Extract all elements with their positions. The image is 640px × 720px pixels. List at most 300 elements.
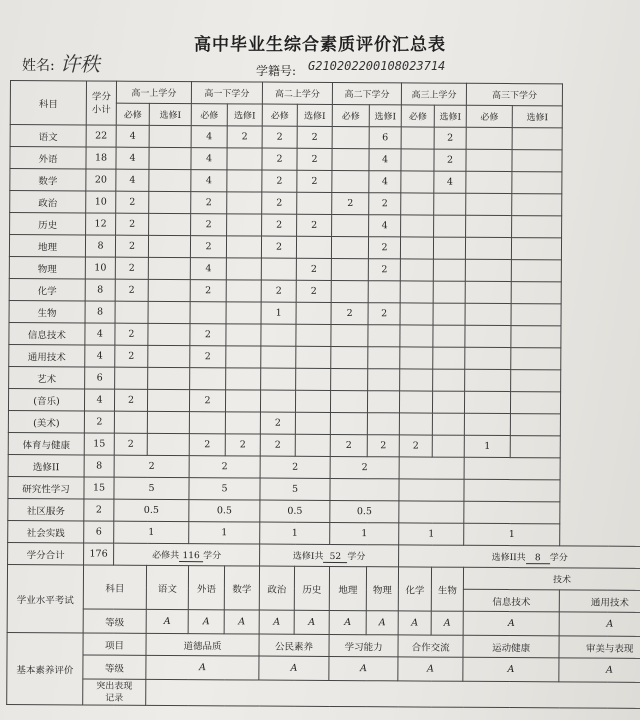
credit-cell	[331, 368, 368, 390]
credit-cell	[512, 150, 562, 172]
credit-cell	[149, 147, 191, 169]
exam-subject: 化学	[398, 567, 431, 611]
exam-row	[7, 564, 640, 590]
credit-cell: 0.5	[114, 499, 189, 521]
credit-cell	[433, 347, 465, 369]
credit-cell	[226, 280, 261, 302]
credit-cell: 4	[190, 258, 226, 280]
elective-header: 选修I	[369, 105, 401, 127]
credits-header: 学分 小计	[86, 81, 116, 125]
credit-cell	[433, 303, 465, 325]
subject-total: 8	[84, 455, 114, 477]
credit-cell	[149, 213, 191, 235]
credit-cell: 2	[434, 149, 466, 171]
credit-cell	[295, 434, 330, 456]
subject-name: 外语	[10, 147, 86, 169]
credit-cell	[190, 302, 226, 324]
credit-cell: 2	[368, 303, 400, 325]
semester-header: 高三下学分	[466, 83, 562, 106]
credit-cell: 2	[115, 323, 148, 345]
credit-cell	[226, 302, 261, 324]
exam-subject: 外语	[188, 566, 224, 610]
credit-cell	[433, 391, 465, 413]
credit-cell: 2	[297, 148, 332, 170]
quality-grade-label: 等级	[83, 655, 146, 679]
credit-cell	[400, 303, 433, 325]
credit-cell	[433, 369, 465, 391]
exam-subject: 历史	[294, 566, 329, 610]
credit-cell	[149, 125, 191, 147]
credit-cell	[464, 501, 560, 524]
credit-cell	[367, 413, 399, 435]
credit-cell	[149, 169, 191, 191]
credit-cell: 2	[190, 236, 226, 258]
credit-cell: 4	[369, 171, 401, 193]
credit-cell: 1	[330, 522, 399, 544]
credit-cell	[332, 148, 369, 170]
credit-cell: 4	[369, 149, 401, 171]
credit-cell	[261, 346, 296, 368]
credit-cell	[433, 281, 465, 303]
subject-name: 通用技术	[9, 344, 85, 366]
subject-total: 6	[84, 521, 114, 543]
exam-grade: A	[188, 610, 224, 634]
credit-cell	[148, 345, 190, 367]
credit-cell	[399, 413, 432, 435]
credit-cell: 1	[464, 523, 560, 546]
quality-item-header: 项目	[83, 633, 146, 655]
subject-total: 4	[85, 323, 115, 345]
credit-cell	[400, 325, 433, 347]
exam-grade: A	[329, 610, 366, 634]
subject-name: 语文	[10, 125, 86, 147]
subject-name: 历史	[10, 213, 86, 235]
subject-total: 2	[84, 411, 114, 433]
summary-prefix: 选修I共	[292, 551, 324, 562]
credit-cell: 1	[399, 523, 464, 545]
quality-item: 道德品质	[146, 633, 259, 656]
credit-cell	[433, 237, 465, 259]
quality-grade: A	[146, 655, 259, 680]
subject-name: 物理	[9, 256, 85, 278]
credit-cell: 2	[296, 280, 331, 302]
credit-cell	[433, 259, 465, 281]
form-title: 高中毕业生综合素质评价汇总表	[194, 35, 446, 55]
credit-cell: 2	[191, 192, 227, 214]
credit-cell: 2	[115, 235, 148, 257]
credit-cell: 2	[297, 214, 332, 236]
subject-name: 化学	[9, 278, 85, 300]
credit-cell	[148, 257, 190, 279]
elective-header: 选修I	[297, 104, 332, 126]
credit-cell: 2	[296, 258, 331, 280]
credit-cell: 2	[116, 213, 149, 235]
credit-cell	[432, 413, 464, 435]
exam-grade: A	[294, 610, 329, 634]
credit-cell: 2	[330, 434, 367, 456]
exam-tech-label: 技术	[463, 567, 640, 590]
credit-cell	[148, 323, 190, 345]
quality-grade: A	[329, 656, 398, 680]
highlight-row	[7, 678, 640, 708]
credit-cell	[226, 258, 261, 280]
credit-cell	[331, 390, 368, 412]
credit-cell: 0.5	[189, 500, 260, 522]
semester-header: 高二下学分	[332, 82, 401, 104]
credit-cell: 2	[115, 279, 148, 301]
elective-header: 选修I	[434, 105, 466, 127]
quality-grade: A	[463, 657, 559, 682]
credit-cell	[511, 238, 561, 260]
credit-cell	[295, 412, 330, 434]
summary-suffix: 学分	[347, 551, 366, 562]
credit-cell	[261, 324, 296, 346]
credit-total-value: 176	[84, 543, 114, 565]
credit-cell: 2	[189, 456, 260, 478]
credit-cell: 2	[262, 192, 297, 214]
credit-cell: 2	[189, 434, 225, 456]
credit-cell	[368, 281, 400, 303]
summary-suffix: 学分	[203, 550, 222, 561]
credit-cell	[261, 258, 296, 280]
student-id-label: 学籍号:	[256, 64, 297, 78]
credit-cell: 5	[260, 478, 330, 500]
credit-cell: 2	[225, 434, 260, 456]
credit-cell	[401, 127, 434, 149]
credit-cell	[189, 412, 225, 434]
credit-cell: 2	[297, 170, 332, 192]
credit-cell	[464, 413, 510, 435]
credit-cell	[465, 391, 511, 413]
required-header: 必修	[116, 103, 149, 125]
credit-cell	[297, 192, 332, 214]
credit-cell	[296, 236, 331, 258]
semester-header: 高三上学分	[401, 83, 466, 105]
quality-grade: A	[398, 657, 463, 681]
credit-cell: 1	[464, 435, 510, 457]
credit-cell: 4	[191, 126, 227, 148]
subject-name: (音乐)	[8, 388, 84, 410]
summary-value: 116	[179, 551, 203, 562]
credit-cell: 2	[115, 257, 148, 279]
credit-cell: 0.5	[330, 500, 399, 522]
semester-header: 高二上学分	[262, 82, 332, 104]
credit-cell: 2	[332, 192, 369, 214]
credit-cell	[511, 304, 561, 326]
credit-cell	[465, 259, 511, 281]
credit-cell	[511, 326, 561, 348]
credit-cell: 5	[189, 478, 260, 500]
credit-cell	[331, 258, 368, 280]
credit-cell	[331, 236, 368, 258]
subject-total: 4	[84, 389, 114, 411]
exam-subject: 信息技术	[463, 589, 559, 612]
subject-total: 15	[84, 477, 114, 499]
credit-cell: 2	[260, 434, 295, 456]
credit-cell	[148, 235, 190, 257]
exam-subject: 数学	[224, 566, 259, 610]
credit-cell: 2	[115, 345, 148, 367]
credit-cell: 1	[114, 521, 189, 543]
name-value: 许秩	[60, 52, 100, 76]
credit-cell	[331, 324, 368, 346]
credit-cell: 4	[116, 169, 149, 191]
credit-cell	[114, 411, 147, 433]
credit-cell	[368, 369, 400, 391]
subject-name: (美术)	[8, 410, 84, 432]
credit-cell: 0.5	[260, 500, 330, 522]
required-header: 必修	[466, 105, 512, 127]
credit-cell: 1	[189, 522, 260, 544]
subject-name: 社区服务	[8, 498, 84, 520]
exam-grade: A	[431, 611, 463, 635]
credit-cell	[227, 148, 262, 170]
credit-cell: 2	[297, 126, 332, 148]
credit-cell: 1	[261, 302, 296, 324]
credit-cell	[296, 324, 331, 346]
credit-cell	[399, 479, 464, 501]
summary-prefix: 必修共	[152, 550, 180, 561]
credit-cell	[511, 348, 561, 370]
credit-cell: 2	[190, 324, 226, 346]
name-label: 姓名:	[22, 58, 55, 74]
credit-cell: 2	[368, 237, 400, 259]
credit-cell	[296, 368, 331, 390]
credit-cell	[400, 281, 433, 303]
credit-cell	[511, 392, 561, 414]
credit-cell: 4	[116, 125, 149, 147]
quality-grade: A	[259, 656, 329, 680]
subject-total: 4	[85, 345, 115, 367]
exam-subject: 物理	[366, 567, 398, 611]
credit-cell	[465, 325, 511, 347]
credit-cell: 2	[262, 170, 297, 192]
credit-cell	[400, 259, 433, 281]
credit-cell: 1	[260, 522, 330, 544]
required-header: 必修	[401, 105, 434, 127]
credit-cell: 4	[191, 170, 227, 192]
credit-cell	[148, 279, 190, 301]
semester-header: 高一上学分	[116, 81, 191, 103]
credit-cell: 2	[114, 455, 189, 477]
credit-cell	[434, 193, 466, 215]
quality-item: 学习能力	[329, 634, 398, 656]
required-header: 必修	[262, 104, 297, 126]
subject-name: 生物	[9, 300, 85, 322]
subject-name: 政治	[10, 191, 86, 213]
elective-header: 选修I	[512, 106, 562, 128]
credit-summary	[399, 545, 640, 569]
summary-value: 52	[323, 551, 347, 562]
credit-cell	[401, 171, 434, 193]
exam-grade: A	[366, 611, 398, 635]
credit-cell: 4	[434, 171, 466, 193]
credit-cell	[225, 412, 260, 434]
quality-item: 运动健康	[463, 635, 559, 658]
elective-header: 选修I	[227, 104, 262, 126]
subject-name: 社会实践	[8, 520, 84, 542]
subject-total: 10	[86, 191, 116, 213]
credit-cell	[510, 414, 560, 436]
subject-total: 12	[86, 213, 116, 235]
subject-total: 20	[86, 169, 116, 191]
credit-total-label: 学分合计	[8, 542, 84, 564]
exam-grade-label: 等级	[83, 609, 146, 633]
subject-total: 18	[86, 147, 116, 169]
quality-grade: A	[559, 658, 640, 683]
credit-cell	[331, 346, 368, 368]
subject-name: 艺术	[9, 366, 85, 388]
credit-cell	[466, 149, 512, 171]
credit-cell: 2	[262, 214, 297, 236]
quality-item: 公民素养	[259, 634, 329, 656]
credit-cell	[512, 194, 562, 216]
subject-name: 信息技术	[9, 322, 85, 344]
credit-cell	[332, 170, 369, 192]
credit-cell	[399, 501, 464, 523]
credit-cell: 2	[116, 191, 149, 213]
summary-prefix: 选修II共	[491, 552, 526, 563]
credit-cell	[226, 368, 261, 390]
credit-cell	[400, 391, 433, 413]
summary-value: 8	[526, 553, 550, 564]
credit-cell: 2	[227, 126, 262, 148]
subject-total: 22	[86, 125, 116, 147]
credit-cell	[464, 479, 560, 502]
header-row	[10, 81, 640, 107]
credit-cell	[512, 128, 562, 150]
credit-cell	[148, 301, 190, 323]
credit-cell: 2	[261, 280, 296, 302]
credit-cell: 2	[261, 236, 296, 258]
credit-cell: 4	[369, 215, 401, 237]
credit-cell: 2	[189, 390, 225, 412]
credit-cell	[227, 192, 262, 214]
required-header: 必修	[332, 104, 369, 126]
credit-cell	[226, 236, 261, 258]
credit-cell	[401, 149, 434, 171]
credit-cell: 2	[369, 193, 401, 215]
credit-cell	[465, 281, 511, 303]
credit-cell	[190, 368, 226, 390]
credit-cell	[330, 478, 399, 500]
credit-cell: 2	[260, 456, 330, 478]
subject-total: 8	[85, 301, 115, 323]
credit-table	[6, 80, 640, 709]
credit-cell	[368, 391, 400, 413]
credit-cell	[147, 433, 189, 455]
credit-cell	[225, 390, 260, 412]
credit-cell	[401, 193, 434, 215]
subject-total: 8	[85, 279, 115, 301]
subject-total: 10	[85, 257, 115, 279]
exam-grade: A	[398, 611, 431, 635]
subject-name: 选修II	[8, 454, 84, 476]
credit-cell: 2	[114, 433, 147, 455]
credit-cell: 4	[191, 148, 227, 170]
credit-cell	[296, 390, 331, 412]
required-header: 必修	[191, 104, 227, 126]
credit-cell	[465, 237, 511, 259]
credit-cell	[226, 346, 261, 368]
credit-cell	[465, 369, 511, 391]
credit-cell: 2	[262, 148, 297, 170]
semester-header: 高一下学分	[191, 82, 262, 104]
credit-cell	[147, 389, 189, 411]
credit-cell	[434, 215, 466, 237]
credit-cell	[332, 126, 369, 148]
credit-cell	[401, 215, 434, 237]
exam-subject: 政治	[259, 566, 294, 610]
credit-cell	[466, 127, 512, 149]
credit-cell	[115, 301, 148, 323]
credit-cell: 2	[262, 126, 297, 148]
credit-cell: 2	[190, 280, 226, 302]
credit-cell	[227, 170, 262, 192]
summary-suffix: 学分	[549, 552, 568, 563]
quality-item: 合作交流	[398, 635, 463, 657]
credit-cell	[261, 368, 296, 390]
credit-cell	[332, 214, 369, 236]
credit-cell	[296, 302, 331, 324]
subject-name: 地理	[9, 235, 85, 257]
credit-cell	[512, 172, 562, 194]
credit-cell	[466, 193, 512, 215]
credit-cell	[148, 367, 190, 389]
credit-cell	[147, 411, 189, 433]
credit-summary	[260, 544, 399, 567]
credit-cell: 2	[191, 214, 227, 236]
credit-cell: 2	[434, 127, 466, 149]
credit-cell	[466, 171, 512, 193]
subject-total: 6	[85, 367, 115, 389]
credit-cell: 2	[331, 302, 368, 324]
credit-cell	[115, 367, 148, 389]
credit-cell	[400, 237, 433, 259]
exam-subject: 通用技术	[559, 590, 640, 613]
highlight-label: 突出表现 记录	[83, 679, 146, 705]
credit-cell	[510, 436, 560, 458]
credit-cell	[465, 347, 511, 369]
credit-cell: 2	[190, 346, 226, 368]
exam-grade: A	[224, 610, 259, 634]
exam-subject: 语文	[146, 565, 188, 609]
credit-cell: 2	[330, 456, 399, 478]
elective-header: 选修I	[149, 103, 191, 125]
subject-name: 数学	[10, 169, 86, 191]
exam-grade: A	[559, 612, 640, 637]
credit-cell	[511, 260, 561, 282]
student-id-value: G210202200108023714	[308, 59, 446, 73]
credit-cell	[512, 216, 562, 238]
credit-cell: 2	[367, 435, 399, 457]
credit-cell: 2	[260, 412, 295, 434]
credit-cell	[511, 282, 561, 304]
credit-cell: 4	[116, 147, 149, 169]
credit-cell	[466, 215, 512, 237]
credit-cell	[399, 457, 464, 479]
credit-cell	[149, 191, 191, 213]
credit-cell	[330, 412, 367, 434]
subject-total: 8	[85, 235, 115, 257]
credit-cell	[368, 325, 400, 347]
exam-label: 学业水平考试	[7, 564, 83, 632]
exam-subject: 生物	[431, 567, 463, 611]
subject-total: 2	[84, 499, 114, 521]
credit-cell	[331, 280, 368, 302]
credit-cell	[511, 370, 561, 392]
credit-cell	[432, 435, 464, 457]
